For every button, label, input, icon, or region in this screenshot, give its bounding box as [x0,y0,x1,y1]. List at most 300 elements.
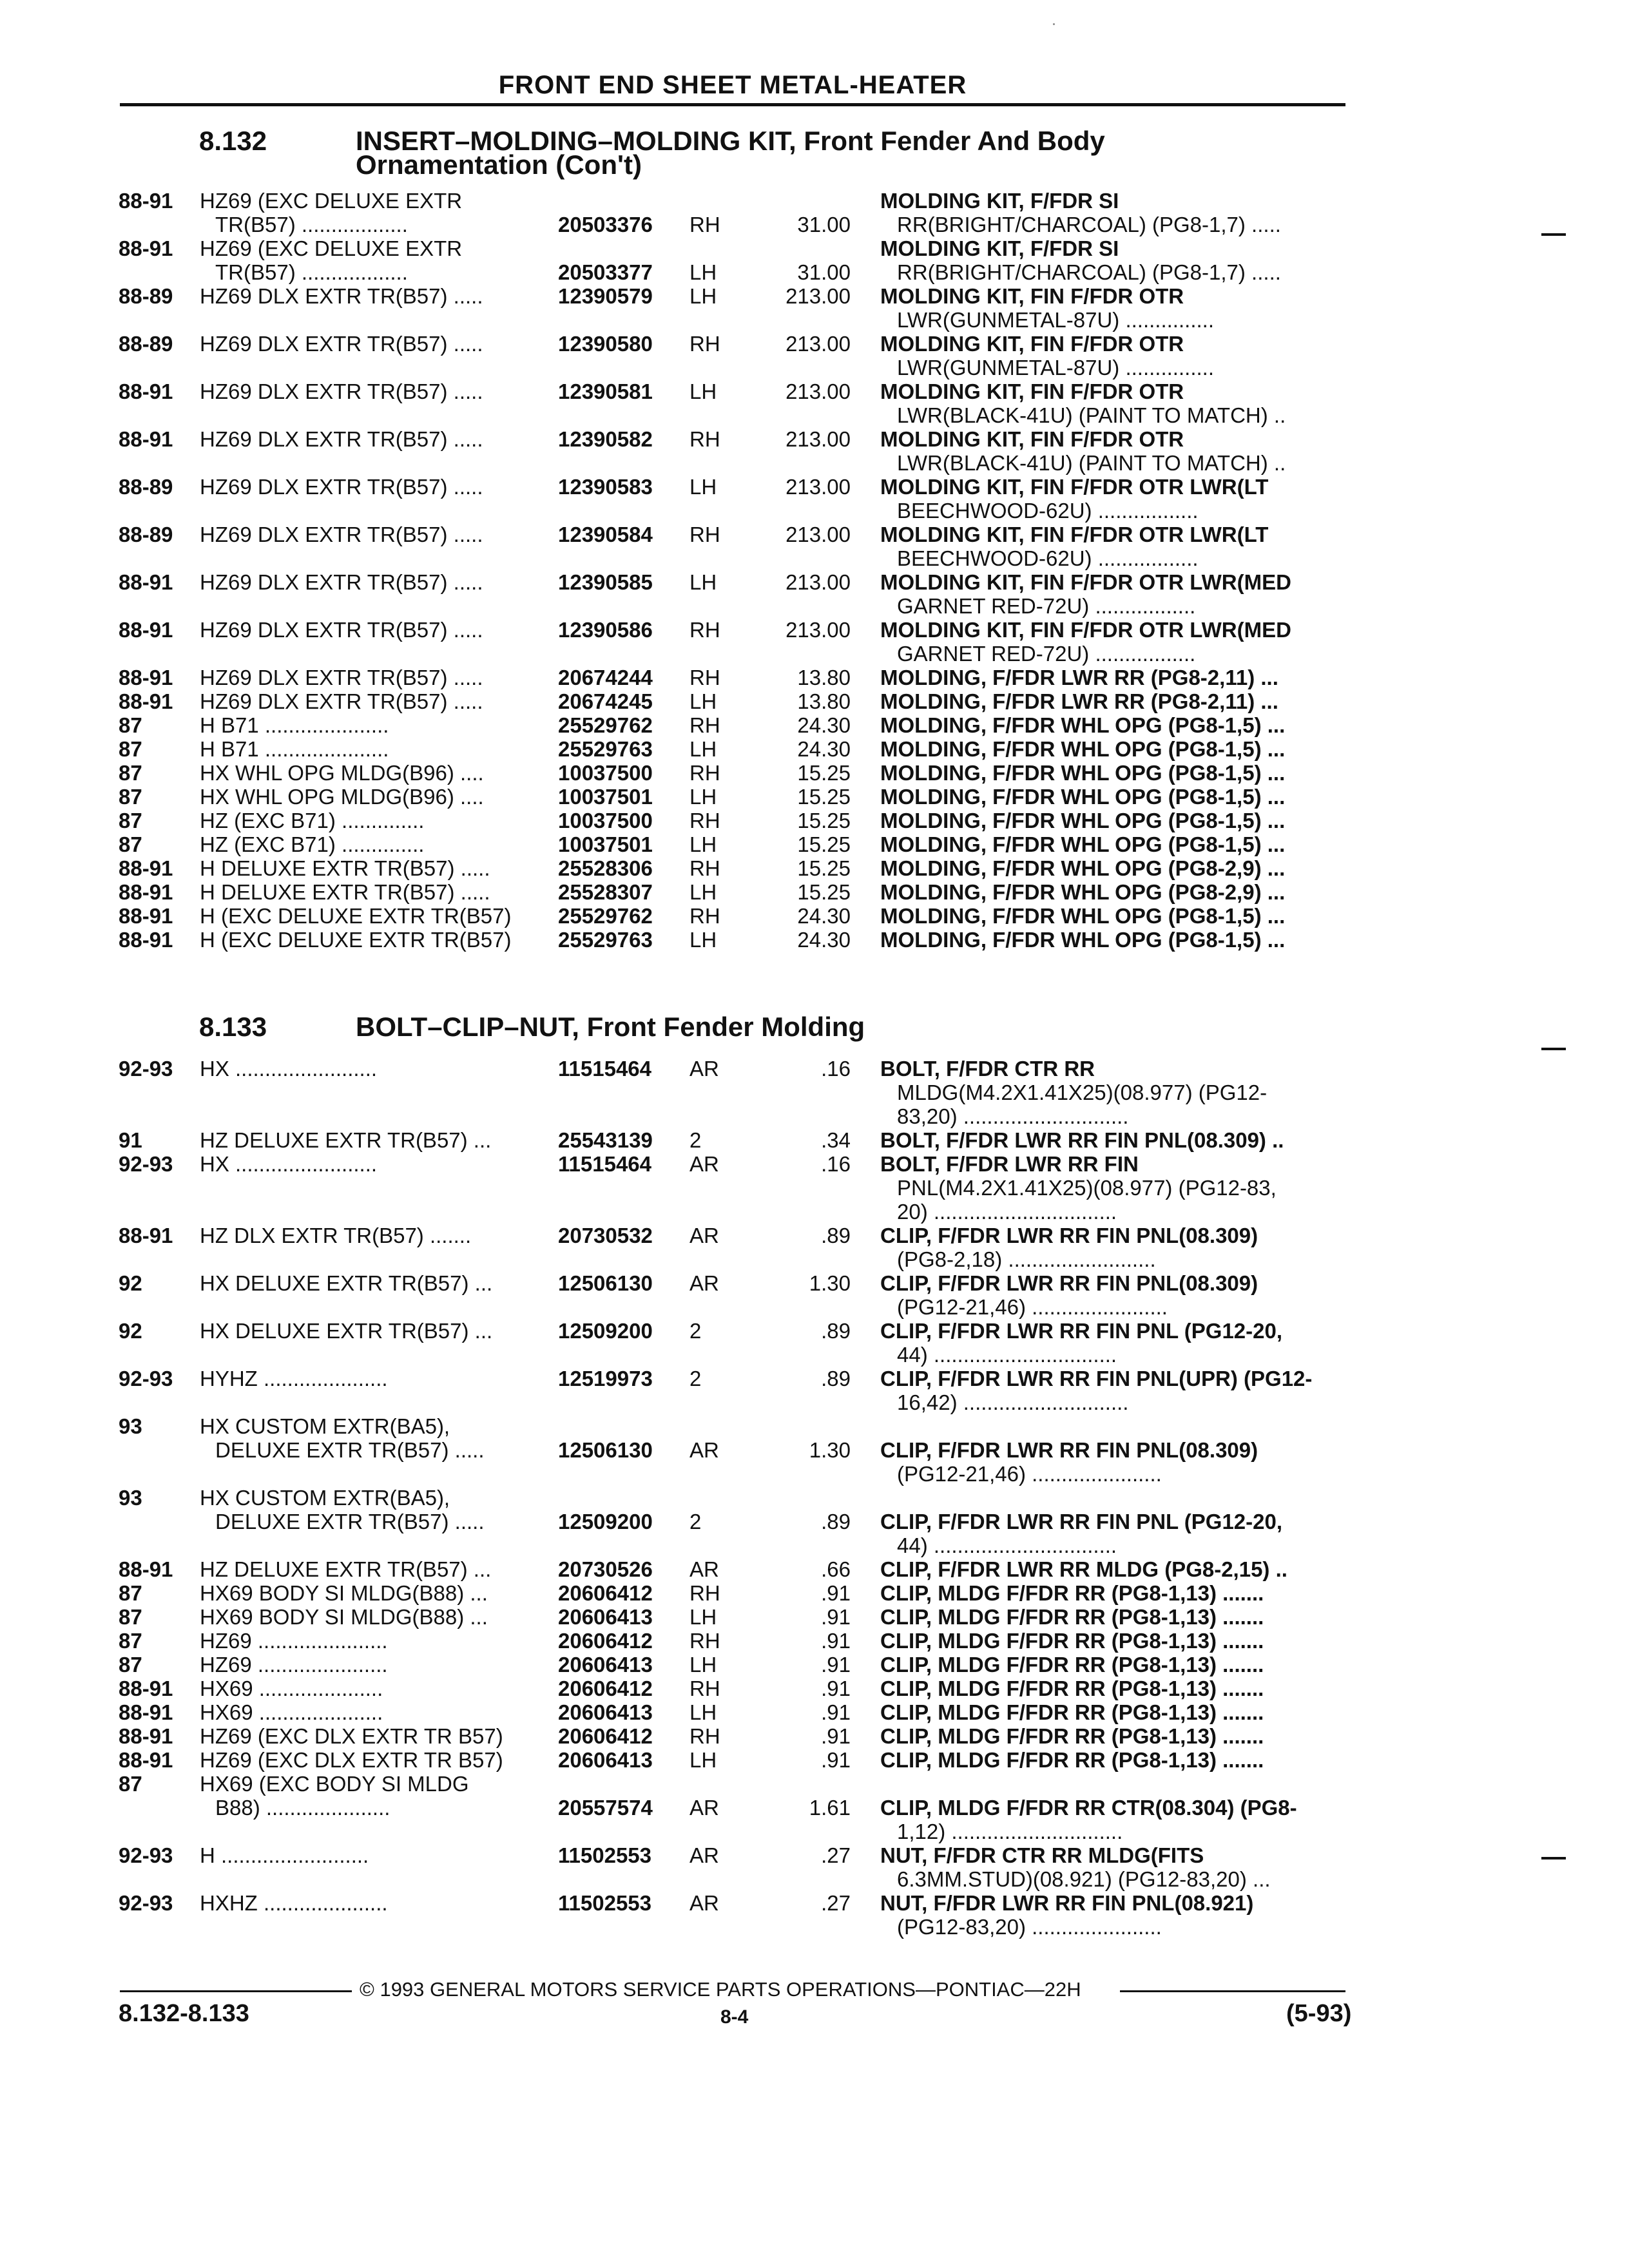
description-line: 16,42) ............................ [897,1390,1129,1414]
part-entry [0,1677,1629,1700]
price: 24.30 [797,737,851,761]
model-year: 92-93 [119,1843,173,1867]
model-line: H ......................... [200,1843,369,1867]
quantity: RH [689,1629,720,1653]
model-line: HX ........................ [200,1057,378,1081]
part-description [880,1581,1357,1605]
description-line: MOLDING, F/FDR WHL OPG (PG8-1,5) ... [880,904,1286,928]
price: 213.00 [786,284,851,308]
quantity: LH [689,1605,717,1629]
quantity: AR [689,1891,719,1915]
price: .16 [821,1152,851,1176]
model-line: B88) ..................... [215,1796,390,1820]
model-line: HX WHL OPG MLDG(B96) .... [200,761,484,785]
description-line: LWR(GUNMETAL-87U) ............... [897,308,1214,332]
quantity: LH [689,880,717,904]
part-entry [0,523,1629,570]
model-applicability [200,570,483,594]
model-line: HZ69 DLX EXTR TR(B57) ..... [200,689,483,713]
description-line: MOLDING KIT, FIN F/FDR OTR [880,284,1184,308]
description-line: BEECHWOOD-62U) ................. [897,499,1199,523]
model-line: DELUXE EXTR TR(B57) ..... [215,1438,485,1462]
model-applicability [200,1724,503,1748]
model-year: 88-91 [119,236,173,260]
part-number: 12390586 [558,618,653,642]
model-applicability [200,332,483,356]
part-description [880,332,1357,380]
model-applicability [200,1057,377,1081]
part-number: 12390579 [558,284,653,308]
model-year: 88-91 [119,856,173,880]
model-applicability [200,618,483,642]
part-entry [0,1748,1629,1772]
price: .89 [821,1224,851,1247]
part-description [880,689,1357,713]
description-line: MOLDING, F/FDR LWR RR (PG8-2,11) ... [880,666,1278,689]
model-year: 92-93 [119,1057,173,1081]
description-line: MOLDING, F/FDR WHL OPG (PG8-1,5) ... [880,713,1286,737]
part-number: 12390580 [558,332,653,356]
model-line: HZ69 (EXC DELUXE EXTR [200,189,463,213]
model-year: 87 [119,713,142,737]
footer-rule-right [1120,1990,1345,1992]
part-number: 25529762 [558,904,653,928]
model-year: 93 [119,1414,142,1438]
price: .89 [821,1510,851,1533]
description-line: (PG12-21,46) ....................... [897,1295,1168,1319]
quantity: AR [689,1271,719,1295]
model-line: HZ69 DLX EXTR TR(B57) ..... [200,475,483,499]
model-applicability [200,1605,488,1629]
description-line: MOLDING KIT, FIN F/FDR OTR LWR(LT [880,523,1269,546]
part-entry [0,380,1629,427]
model-applicability [200,689,483,713]
part-entry [0,1152,1629,1224]
part-number: 10037500 [558,761,653,785]
description-line: CLIP, MLDG F/FDR RR CTR(08.304) (PG8- [880,1796,1297,1820]
part-description [880,1486,1357,1557]
part-number: 12509200 [558,1510,653,1533]
price: 15.25 [797,832,851,856]
model-applicability [200,523,483,546]
description-line: MOLDING, F/FDR WHL OPG (PG8-1,5) ... [880,809,1286,832]
price: .34 [821,1128,851,1152]
model-line: HX WHL OPG MLDG(B96) .... [200,785,484,809]
part-description [880,785,1357,809]
description-line: MOLDING KIT, F/FDR SI [880,236,1119,260]
model-line: HX69 ..................... [200,1700,383,1724]
quantity: LH [689,260,717,284]
model-year: 88-91 [119,904,173,928]
part-description [880,1677,1357,1700]
model-applicability [200,856,490,880]
description-line: MOLDING KIT, FIN F/FDR OTR LWR(LT [880,475,1269,499]
model-applicability [200,737,389,761]
part-description [880,1128,1357,1152]
part-description [880,713,1357,737]
quantity: AR [689,1796,719,1820]
description-line: CLIP, F/FDR LWR RR FIN PNL(08.309) [880,1271,1258,1295]
part-description [880,1891,1357,1939]
part-description [880,1224,1357,1271]
footer-rule-left [120,1990,352,1992]
model-line: TR(B57) .................. [215,260,408,284]
part-description [880,1653,1357,1677]
part-number: 20557574 [558,1796,653,1820]
price: 1.30 [809,1271,851,1295]
part-description [880,1748,1357,1772]
part-entry [0,737,1629,761]
quantity: RH [689,761,720,785]
model-applicability [200,1653,388,1677]
part-number: 25543139 [558,1128,653,1152]
part-entry [0,1057,1629,1128]
price: 213.00 [786,570,851,594]
part-number: 25528306 [558,856,653,880]
description-line: BEECHWOOD-62U) ................. [897,546,1199,570]
quantity: AR [689,1152,719,1176]
price: .91 [821,1629,851,1653]
description-line: MOLDING, F/FDR WHL OPG (PG8-1,5) ... [880,737,1286,761]
model-year: 88-91 [119,1724,173,1748]
part-number: 11502553 [558,1843,652,1867]
part-description [880,1557,1357,1581]
quantity: LH [689,570,717,594]
price: .91 [821,1748,851,1772]
part-description [880,475,1357,523]
part-number: 20674244 [558,666,653,689]
model-year: 88-91 [119,570,173,594]
price: 13.80 [797,689,851,713]
model-year: 87 [119,761,142,785]
model-year: 92-93 [119,1152,173,1176]
model-applicability [200,475,483,499]
quantity: AR [689,1224,719,1247]
price: 213.00 [786,427,851,451]
part-entry [0,880,1629,904]
part-entry [0,427,1629,475]
part-description [880,904,1357,928]
description-line [880,1486,1357,1510]
part-number: 20674245 [558,689,653,713]
model-line: HX CUSTOM EXTR(BA5), [200,1414,450,1438]
price: .91 [821,1581,851,1605]
model-line: HZ DELUXE EXTR TR(B57) ... [200,1128,492,1152]
footer-page-number: 8-4 [720,2006,749,2028]
price: 15.25 [797,809,851,832]
part-number: 20503376 [558,213,653,236]
part-entry [0,1653,1629,1677]
description-line: CLIP, MLDG F/FDR RR (PG8-1,13) ....... [880,1724,1264,1748]
quantity: LH [689,380,717,403]
model-year: 88-89 [119,332,173,356]
model-line: HX DELUXE EXTR TR(B57) ... [200,1319,493,1343]
model-line: HZ DLX EXTR TR(B57) ....... [200,1224,472,1247]
part-number: 20606413 [558,1605,653,1629]
description-line: MOLDING KIT, FIN F/FDR OTR [880,332,1184,356]
part-entry [0,761,1629,785]
part-number: 20606412 [558,1581,653,1605]
model-applicability [200,785,484,809]
description-line: CLIP, MLDG F/FDR RR (PG8-1,13) ....... [880,1629,1264,1653]
model-applicability [200,880,490,904]
part-number: 12390585 [558,570,653,594]
price: 15.25 [797,785,851,809]
description-line: 44) ............................... [897,1343,1117,1367]
part-entry [0,332,1629,380]
price: .91 [821,1605,851,1629]
model-line: H DELUXE EXTR TR(B57) ..... [200,880,490,904]
description-line: 83,20) ............................ [897,1104,1129,1128]
quantity: AR [689,1057,719,1081]
model-applicability [200,1748,503,1772]
description-line: LWR(BLACK-41U) (PAINT TO MATCH) .. [897,451,1286,475]
model-applicability [200,1700,383,1724]
model-year: 88-91 [119,1557,173,1581]
quantity: 2 [689,1510,702,1533]
part-entry [0,1581,1629,1605]
part-description [880,1057,1357,1128]
description-line: GARNET RED-72U) ................. [897,642,1196,666]
quantity: RH [689,523,720,546]
description-line: RR(BRIGHT/CHARCOAL) (PG8-1,7) ..... [897,260,1281,284]
part-description [880,1605,1357,1629]
model-year: 88-91 [119,380,173,403]
margin-tick-mark [1541,233,1566,236]
description-line: CLIP, F/FDR LWR RR FIN PNL(UPR) (PG12- [880,1367,1313,1390]
model-line: H DELUXE EXTR TR(B57) ..... [200,856,490,880]
part-description [880,380,1357,427]
part-description [880,761,1357,785]
part-number: 20730532 [558,1224,653,1247]
part-number: 25529763 [558,737,653,761]
model-year: 91 [119,1128,142,1152]
part-entry [0,1128,1629,1152]
price: 213.00 [786,380,851,403]
model-applicability [200,1891,388,1915]
description-line: CLIP, MLDG F/FDR RR (PG8-1,13) ....... [880,1748,1264,1772]
model-line: HZ69 ...................... [200,1653,388,1677]
part-number: 12390583 [558,475,653,499]
model-year: 88-91 [119,689,173,713]
quantity: RH [689,332,720,356]
model-line: HXHZ ..................... [200,1891,388,1915]
quantity: RH [689,1581,720,1605]
model-line: HX69 BODY SI MLDG(B88) ... [200,1581,488,1605]
part-entry [0,928,1629,952]
model-line: HX69 (EXC BODY SI MLDG [200,1772,469,1796]
model-applicability [200,236,462,284]
model-line: HZ69 DLX EXTR TR(B57) ..... [200,332,483,356]
model-year: 88-91 [119,666,173,689]
part-number: 20606412 [558,1629,653,1653]
model-year: 87 [119,1605,142,1629]
description-line: MOLDING, F/FDR WHL OPG (PG8-2,9) ... [880,856,1286,880]
model-year: 88-91 [119,618,173,642]
footer-section-range: 8.132-8.133 [119,2000,249,2027]
description-line: MOLDING KIT, FIN F/FDR OTR [880,427,1184,451]
price: .27 [821,1891,851,1915]
model-year: 92-93 [119,1367,173,1390]
price: 1.30 [809,1438,851,1462]
model-applicability [200,1486,485,1533]
description-line: 6.3MM.STUD)(08.921) (PG12-83,20) ... [897,1867,1271,1891]
part-entry [0,1700,1629,1724]
quantity: LH [689,785,717,809]
quantity: RH [689,809,720,832]
part-number: 12506130 [558,1271,653,1295]
model-year: 88-91 [119,427,173,451]
model-line: HYHZ ..................... [200,1367,388,1390]
part-number: 12509200 [558,1319,653,1343]
model-line: HZ69 (EXC DLX EXTR TR B57) [200,1724,503,1748]
model-year: 88-91 [119,189,173,213]
part-entry [0,1271,1629,1319]
part-entry [0,1629,1629,1653]
part-entry [0,1486,1629,1557]
price: 15.25 [797,856,851,880]
model-year: 88-91 [119,1700,173,1724]
quantity: LH [689,832,717,856]
quantity: RH [689,856,720,880]
part-entry [0,284,1629,332]
quantity: AR [689,1843,719,1867]
price: .91 [821,1700,851,1724]
footer-date: (5-93) [1286,2000,1352,2027]
part-description [880,1367,1357,1414]
part-description [880,1772,1357,1843]
part-entry [0,1843,1629,1891]
price: 31.00 [797,260,851,284]
part-number: 20503377 [558,260,653,284]
description-line: (PG8-2,18) ......................... [897,1247,1156,1271]
model-applicability [200,189,462,236]
description-line: CLIP, MLDG F/FDR RR (PG8-1,13) ....... [880,1653,1264,1677]
part-number: 10037501 [558,785,653,809]
part-number: 10037501 [558,832,653,856]
description-line: MOLDING, F/FDR WHL OPG (PG8-1,5) ... [880,832,1286,856]
part-entry [0,785,1629,809]
model-line: HZ69 DLX EXTR TR(B57) ..... [200,523,483,546]
description-line: NUT, F/FDR LWR RR FIN PNL(08.921) [880,1891,1254,1915]
part-entry [0,236,1629,284]
part-number: 20606413 [558,1653,653,1677]
description-line: MOLDING, F/FDR WHL OPG (PG8-1,5) ... [880,785,1286,809]
model-applicability [200,1414,485,1462]
model-year: 87 [119,832,142,856]
quantity: RH [689,618,720,642]
model-applicability [200,1224,471,1247]
description-line: CLIP, MLDG F/FDR RR (PG8-1,13) ....... [880,1605,1264,1629]
part-entry [0,570,1629,618]
model-line: HZ69 (EXC DLX EXTR TR B57) [200,1748,503,1772]
quantity: RH [689,427,720,451]
part-description [880,832,1357,856]
description-line: MOLDING KIT, FIN F/FDR OTR LWR(MED [880,570,1291,594]
part-description [880,1414,1357,1486]
price: .91 [821,1724,851,1748]
model-applicability [200,1367,388,1390]
part-entry [0,1367,1629,1414]
description-line: NUT, F/FDR CTR RR MLDG(FITS [880,1843,1204,1867]
model-line: HZ (EXC B71) .............. [200,809,425,832]
model-line: HZ (EXC B71) .............. [200,832,425,856]
price: 15.25 [797,761,851,785]
model-applicability [200,1557,491,1581]
description-line: MOLDING KIT, FIN F/FDR OTR [880,380,1184,403]
part-description [880,1319,1357,1367]
part-entry [0,618,1629,666]
description-line: MLDG(M4.2X1.41X25)(08.977) (PG12- [897,1081,1268,1104]
quantity: LH [689,928,717,952]
quantity: RH [689,1677,720,1700]
description-line: LWR(GUNMETAL-87U) ............... [897,356,1214,380]
model-year: 87 [119,785,142,809]
model-line: HZ69 (EXC DELUXE EXTR [200,236,463,260]
model-line: DELUXE EXTR TR(B57) ..... [215,1510,485,1533]
part-entry [0,1414,1629,1486]
model-applicability [200,928,512,952]
model-year: 87 [119,1629,142,1653]
part-entry [0,475,1629,523]
quantity: LH [689,475,717,499]
description-line: CLIP, F/FDR LWR RR FIN PNL (PG12-20, [880,1319,1283,1343]
part-description [880,618,1357,666]
description-line: LWR(BLACK-41U) (PAINT TO MATCH) .. [897,403,1286,427]
model-year: 87 [119,809,142,832]
description-line: CLIP, F/FDR LWR RR FIN PNL(08.309) [880,1438,1258,1462]
quantity: LH [689,284,717,308]
part-description [880,284,1357,332]
price: 31.00 [797,213,851,236]
model-year: 88-91 [119,928,173,952]
description-line: BOLT, F/FDR LWR RR FIN [880,1152,1139,1176]
model-applicability [200,427,483,451]
description-line: CLIP, MLDG F/FDR RR (PG8-1,13) ....... [880,1581,1264,1605]
description-line: (PG12-83,20) ...................... [897,1915,1162,1939]
model-applicability [200,1581,488,1605]
model-line: HZ69 ...................... [200,1629,388,1653]
description-line [880,1772,1357,1796]
description-line: BOLT, F/FDR LWR RR FIN PNL(08.309) .. [880,1128,1284,1152]
part-number: 25528307 [558,880,653,904]
header-rule [120,103,1345,106]
model-year: 87 [119,1772,142,1796]
model-line: HZ69 DLX EXTR TR(B57) ..... [200,618,483,642]
part-description [880,1700,1357,1724]
price: .91 [821,1677,851,1700]
description-line: CLIP, MLDG F/FDR RR (PG8-1,13) ....... [880,1677,1264,1700]
description-line: MOLDING, F/FDR WHL OPG (PG8-1,5) ... [880,761,1286,785]
part-number: 20606413 [558,1748,653,1772]
price: .89 [821,1367,851,1390]
model-applicability [200,713,389,737]
description-line: 1,12) ............................. [897,1820,1123,1843]
description-line: 20) ............................... [897,1200,1117,1224]
price: 213.00 [786,475,851,499]
price: 24.30 [797,904,851,928]
description-line: RR(BRIGHT/CHARCOAL) (PG8-1,7) ..... [897,213,1281,236]
description-line: CLIP, F/FDR LWR RR FIN PNL (PG12-20, [880,1510,1283,1533]
part-number: 20606413 [558,1700,653,1724]
price: 213.00 [786,618,851,642]
part-entry [0,856,1629,880]
price: .66 [821,1557,851,1581]
price: .16 [821,1057,851,1081]
model-line: H (EXC DELUXE EXTR TR(B57) [200,928,512,952]
description-line: MOLDING KIT, F/FDR SI [880,189,1119,213]
part-description [880,523,1357,570]
